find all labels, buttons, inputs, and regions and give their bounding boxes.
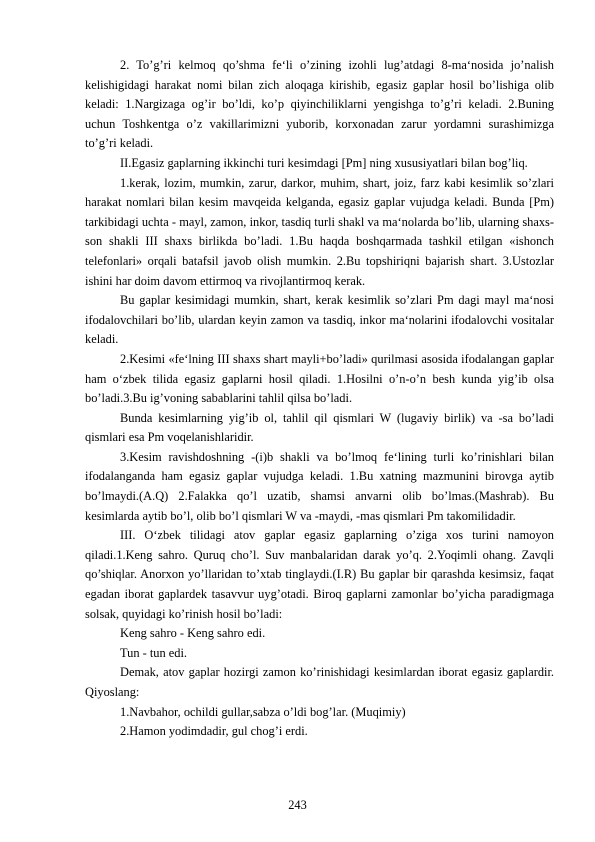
- paragraph-6: Bunda kesimlarning yig’ib ol, tahlil qil qismlari W (lugaviy birlik) va -sa bo’ladi qismlari esa Pm voqelanishlaridir.: [85, 410, 554, 445]
- paragraph-10: Tun - tun edi.: [120, 645, 188, 660]
- paragraph-7: 3.Kesim ravishdoshning -(i)b shakli va bo’lmoq fe‘lining turli ko’rinishlari bilan ifodalanganda ham egasiz gaplar vujudga keladi. 1.Bu xatning mazmunini birovga aytib bo’lmaydi.(A.Q) 2.Falakka qo’l uzatib, shamsi anvarni olib bo’lmas.(Mashrab). Bu kesimlarda aytib bo’l, olib bo’l qismlari W va -maydi, -mas qismlari Pm takomilidadir.: [85, 449, 554, 523]
- paragraph-5: 2.Kesimi «fe‘lning III shaxs shart mayli+bo’ladi» qurilmasi asosida ifodalangan gaplar ham o‘zbek tilida egasiz gaplarni hosil qiladi. 1.Hosilni o’n-o’n besh kunda yig’ib olsa bo’ladi.3.Bu ig’voning sabablarini tahlil qilsa bo’ladi.: [85, 351, 554, 406]
- paragraph-4: Bu gaplar kesimidagi mumkin, shart, kerak kesimlik so’zlari Pm dagi mayl ma‘nosi ifodalovchilari bo’lib, ulardan keyin zamon va tasdiq, inkor ma‘nolarini ifodalovchi vositalar keladi.: [85, 293, 554, 347]
- paragraph-9: Keng sahro - Keng sahro edi.: [120, 626, 266, 641]
- text-body: [85, 56, 554, 742]
- paragraph-2: II.Egasiz gaplarning ikkinchi turi kesimdagi [Pm] ning xususiyatlari bilan bog’liq.: [120, 155, 528, 170]
- page-number: 243: [288, 798, 307, 812]
- paragraph-13: 2.Hamon yodimdadir, gul chog’i erdi.: [120, 724, 308, 739]
- paragraph-11: Demak, atov gaplar hozirgi zamon ko’rinishidagi kesimlardan iborat egasiz gaplardir. Qiyoslang:: [85, 665, 554, 699]
- paragraph-12: 1.Navbahor, ochildi gullar,sabza o’ldi bog’lar. (Muqimiy): [120, 704, 406, 719]
- paragraph-1: 2. To’g’ri kelmoq qo’shma fe‘li o’zining izohli lug’atdagi 8-ma‘nosida jo’nalish kelishigidagi harakat nomi bilan zich aloqaga kirishib, egasiz gaplar hosil bo’lishiga olib keladi: 1.Nargizaga og’ir bo’ldi, ko’p qiyinchiliklarni yengishga to’g’ri keladi. 2.Buning uchun Toshkentga o’z vakillarimizni yuborib, korxonadan zarur yordamni surashimizga to’g’ri keladi.: [85, 58, 554, 151]
- paragraph-3: 1.kerak, lozim, mumkin, zarur, darkor, muhim, shart, joiz, farz kabi kesimlik so’zlari harakat nomlari bilan kesim mavqeida kelganda, egasiz gaplar vujudga keladi. Bunda [Pm) tarkibidagi uchta - mayl, zamon, inkor, tasdiq turli shakl va ma‘nolarda bo’lib, ularning shaxs-son shakli III shaxs birlikda bo’ladi. 1.Bu haqda boshqarmada tashkil etilgan «ishonch telefonlari» orqali batafsil javob olish mumkin. 2.Bu topshiriqni bajarish shart. 3.Ustozlar ishini har doim davom ettirmoq va rivojlantirmoq kerak.: [85, 175, 554, 288]
- paragraph-8: III. O‘zbek tilidagi atov gaplar egasiz gaplarning o’ziga xos turini namoyon qiladi.1.Keng sahro. Quruq cho’l. Suv manbalaridan darak yo’q. 2.Yoqimli ohang. Zavqli qo’shiqlar. Anorxon yo’llaridan to’xtab tinglaydi.(I.R) Bu gaplar bir qarashda kesimsiz, faqat egadan iborat gaplardek tasavvur uyg’otadi. Biroq gaplarni zamonlar bo’yicha paradigmaga solsak, quyidagi ko’rinish hosil bo’ladi:: [85, 528, 554, 621]
